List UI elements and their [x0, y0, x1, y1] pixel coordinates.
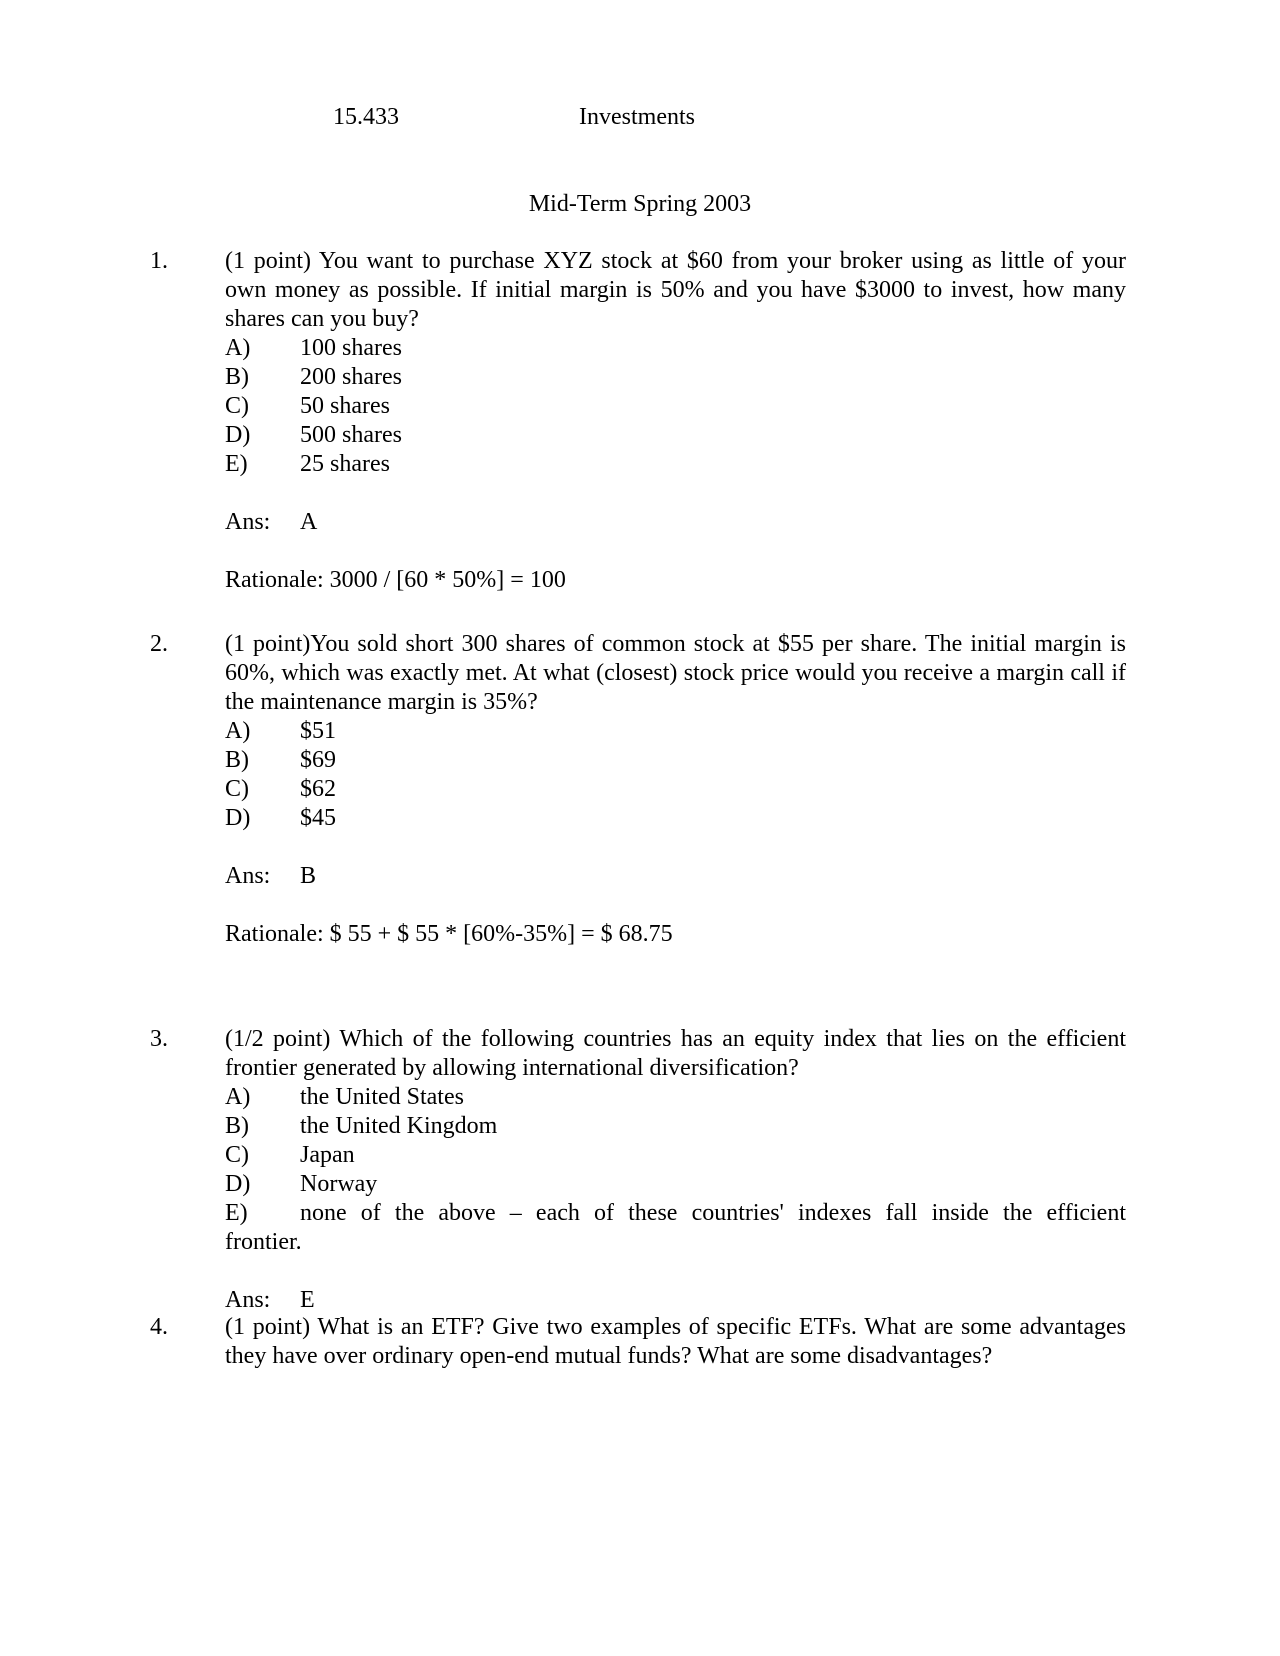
- question-body: [225, 1025, 1126, 1315]
- option-e: [225, 1199, 1126, 1228]
- option-letter: D): [225, 1171, 251, 1197]
- option-text: Japan: [300, 1142, 355, 1168]
- answer-line: [225, 1286, 1126, 1315]
- answer-line: [225, 862, 1126, 891]
- option-c: [225, 775, 1126, 804]
- option-a: [225, 334, 1126, 363]
- answer-value: E: [300, 1287, 315, 1313]
- option-text: $45: [300, 805, 336, 831]
- answer-value: A: [300, 509, 318, 535]
- option-d: [225, 1170, 1126, 1199]
- question-number: 4.: [150, 1314, 168, 1340]
- course-number: 15.433: [333, 104, 399, 130]
- option-letter: D): [225, 805, 251, 831]
- option-e: [225, 450, 1126, 479]
- answer-value: B: [300, 863, 317, 889]
- option-text: the United Kingdom: [300, 1113, 498, 1139]
- option-text: 500 shares: [300, 422, 402, 448]
- option-letter: D): [225, 422, 251, 448]
- option-c: [225, 1141, 1126, 1170]
- question-body: [225, 247, 1126, 595]
- option-letter: C): [225, 1142, 249, 1168]
- option-text: the United States: [300, 1084, 464, 1110]
- option-a: [225, 1083, 1126, 1112]
- option-e-continued: frontier.: [225, 1229, 302, 1255]
- option-text: $62: [300, 776, 336, 802]
- option-text: $69: [300, 747, 336, 773]
- option-text: 50 shares: [300, 393, 390, 419]
- option-text: 25 shares: [300, 451, 390, 477]
- option-letter: E): [225, 1200, 248, 1226]
- option-b: [225, 746, 1126, 775]
- option-letter: C): [225, 393, 249, 419]
- option-text: 200 shares: [300, 364, 402, 390]
- question-number: 1.: [150, 248, 168, 274]
- option-text: 100 shares: [300, 335, 402, 361]
- answer-label: Ans:: [225, 1287, 271, 1313]
- answer-label: Ans:: [225, 863, 271, 889]
- option-letter: B): [225, 747, 249, 773]
- option-text: none of the above – each of these countries' indexes fall inside the efficient: [300, 1200, 1126, 1226]
- rationale: Rationale: $ 55 + $ 55 * [60%-35%] = $ 68.75: [225, 921, 673, 947]
- option-letter: E): [225, 451, 248, 477]
- option-text: $51: [300, 718, 336, 744]
- option-letter: C): [225, 776, 249, 802]
- option-letter: B): [225, 1113, 249, 1139]
- header: [0, 103, 1280, 133]
- answer-line: [225, 508, 1126, 537]
- exam-title: Mid-Term Spring 2003: [528, 191, 752, 217]
- question-number: 2.: [150, 631, 168, 657]
- option-b: [225, 1112, 1126, 1141]
- option-b: [225, 363, 1126, 392]
- question-text: (1 point) You want to purchase XYZ stock at $60 from your broker using as little of your own money as possible. If initial margin is 50% and you have $3000 to invest, how many shares can you buy?: [225, 248, 1126, 332]
- question-text: (1 point) What is an ETF? Give two examples of specific ETFs. What are some advantages they have over ordinary open-end mutual funds? What are some disadvantages?: [225, 1314, 1126, 1369]
- option-d: [225, 421, 1126, 450]
- rationale: Rationale: 3000 / [60 * 50%] = 100: [225, 567, 566, 593]
- question-text: (1 point)You sold short 300 shares of common stock at $55 per share. The initial margin is 60%, which was exactly met. At what (closest) stock price would you receive a margin call if the maintenance margin is 35%?: [225, 631, 1126, 715]
- question-body: [225, 630, 1126, 949]
- question-text: (1/2 point) Which of the following countries has an equity index that lies on the efficient frontier generated by allowing international diversification?: [225, 1026, 1126, 1081]
- option-letter: B): [225, 364, 249, 390]
- option-d: [225, 804, 1126, 833]
- option-letter: A): [225, 335, 251, 361]
- option-list: [225, 717, 1126, 833]
- option-c: [225, 392, 1126, 421]
- option-letter: A): [225, 1084, 251, 1110]
- question-number: 3.: [150, 1026, 168, 1052]
- question-body: [225, 1313, 1126, 1371]
- option-letter: A): [225, 718, 251, 744]
- option-list: [225, 334, 1126, 479]
- option-a: [225, 717, 1126, 746]
- option-list: [225, 1083, 1126, 1257]
- answer-label: Ans:: [225, 509, 271, 535]
- course-title: Investments: [579, 104, 695, 130]
- option-text: Norway: [300, 1171, 378, 1197]
